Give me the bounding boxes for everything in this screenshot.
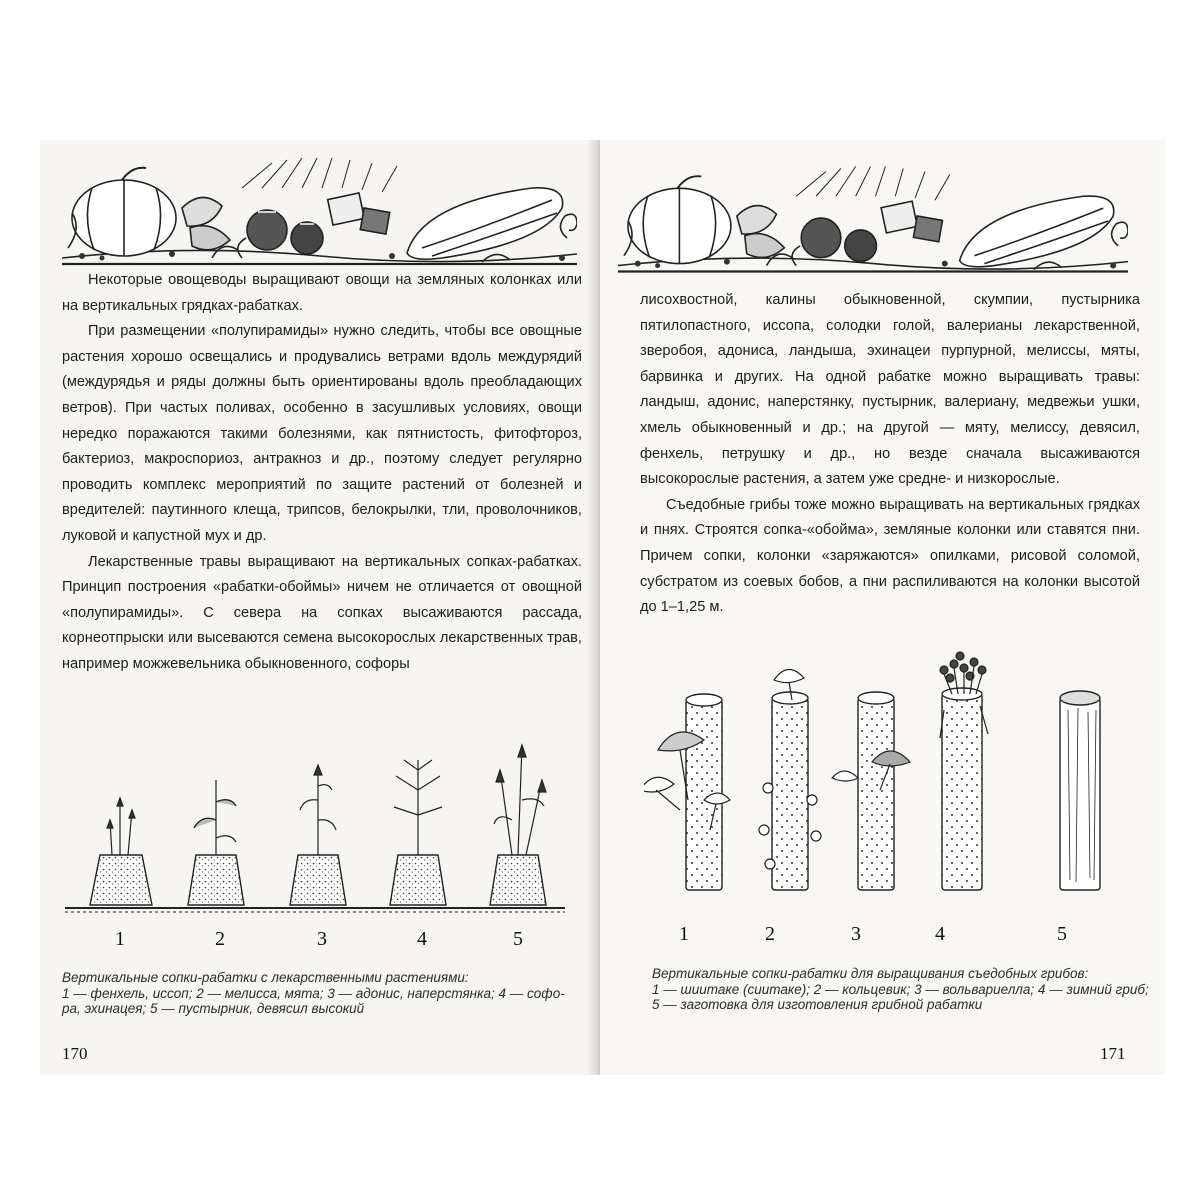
mushroom-figure-number-2: 2 (765, 923, 775, 945)
right-paragraph-1: лисохвостной, калины обыкновенной, скумпии, пустырника пятилопастного, иссопа, солодки голой, валерианы лекарственной, зверобоя, адониса, ландыша, эхинацеи пурпурной, мелиссы, мяты, барвинка и других. На одной рабатке можно выращивать травы: ландыш, адонис, наперстянку, пустырник, валериану, медвежьи ушки, хмель обыкновенный и др.; на другой — мяту, мелиссу, девясил, фенхель, петрушку и др., но везде сначала высаживаются высокорослые растения, а затем уже средне- и низкорослые. (640, 292, 1140, 488)
left-caption-line-2: 1 — фенхель, иссоп; 2 — мелисса, мята; 3 — адонис, наперстянка; 4 — софо- (62, 985, 565, 1001)
right-paragraph-2: Съедобные грибы тоже можно выращивать на вертикальных грядках и пнях. Строятся сопка-«обойма», земляные колонки или ставятся пни. Причем сопки, колонки «заряжаются» опилками, рисовой соломой, субстратом из соевых бобов, а пни распиливаются на колонки высотой до 1–1,25 м. (640, 496, 1140, 616)
mushroom-figure-number-4: 4 (935, 923, 945, 945)
medicinal-herb-beds-figure (60, 730, 570, 955)
vegetable-ornament-header-right (618, 166, 1128, 276)
bed-3 (290, 855, 346, 905)
bed-5 (490, 855, 546, 905)
column-2 (772, 698, 808, 890)
mushroom-figure-number-1: 1 (679, 923, 689, 945)
left-body-text (62, 268, 582, 678)
right-page (600, 140, 1165, 1075)
left-caption-line-1: Вертикальные сопки-рабатки с лекарственными растениями: (62, 970, 469, 985)
herb-figure-number-2: 2 (215, 928, 225, 950)
left-paragraph-2: При размещении «полупирамиды» нужно следить, чтобы все овощные растения хорошо освещались и продувались ветрами вдоль междурядий (междурядья и ряды должны быть ориентированы вдоль преобладающих ветров). При частых поливах, особенно в засушливых условиях, овощи нередко поражаются такими болезнями, как пятнистость, фитофтороз, бактериоз, макроспориоз, антракноз и др., поэтому следует регулярно проводить комплекс мероприятий по защите растений от болезней и вредителей: паутинного клеща, трипсов, белокрылки, тли, проволочников, луковой и капустной мух и др. (62, 323, 582, 544)
right-figure-caption (652, 966, 1152, 1013)
left-page (40, 140, 600, 1075)
left-paragraph-3: Лекарственные травы выращивают на вертикальных сопках-рабатках. Принцип построения «рабатки-обоймы» ничем не отличается от овощной «полупирамиды». С севера на сопках высаживаются рассада, корнеотпрыски или высеваются семена высокорослых лекарственных трав, например можжевельника обыкновенного, софоры (62, 553, 582, 672)
bed-1 (90, 855, 152, 905)
column-3 (858, 698, 894, 890)
mushroom-figure-number-3: 3 (851, 923, 861, 945)
right-caption-line-3: 5 — заготовка для изготовления грибной рабатки (652, 997, 983, 1012)
left-caption-line-3: ра, эхинацея; 5 — пустырник, девясил высокий (62, 1001, 365, 1016)
left-page-number: 170 (62, 1044, 88, 1063)
herb-figure-number-4: 4 (417, 928, 427, 950)
book-spread (40, 140, 1165, 1075)
bed-2 (188, 855, 244, 905)
vegetable-ornament-header (62, 158, 577, 268)
left-paragraph-1: Некоторые овощеводы выращивают овощи на земляных колонках или на вертикальных грядках-рабатках. (62, 272, 582, 314)
left-figure-caption (62, 970, 582, 1017)
column-4 (942, 694, 982, 890)
right-page-number: 171 (1100, 1044, 1126, 1063)
bed-4 (390, 855, 446, 905)
herb-figure-number-3: 3 (317, 928, 327, 950)
herb-figure-number-5: 5 (513, 928, 523, 950)
right-caption-line-1: Вертикальные сопки-рабатки для выращивания съедобных грибов: (652, 966, 1089, 981)
right-caption-line-2: 1 — шиитаке (сиитаке); 2 — кольцевик; 3 — вольвариелла; 4 — зимний гриб; (652, 981, 1149, 997)
herb-figure-number-1: 1 (115, 928, 125, 950)
right-body-text (640, 288, 1140, 621)
mushroom-columns-figure (644, 650, 1134, 950)
mushroom-figure-number-5: 5 (1057, 923, 1067, 945)
